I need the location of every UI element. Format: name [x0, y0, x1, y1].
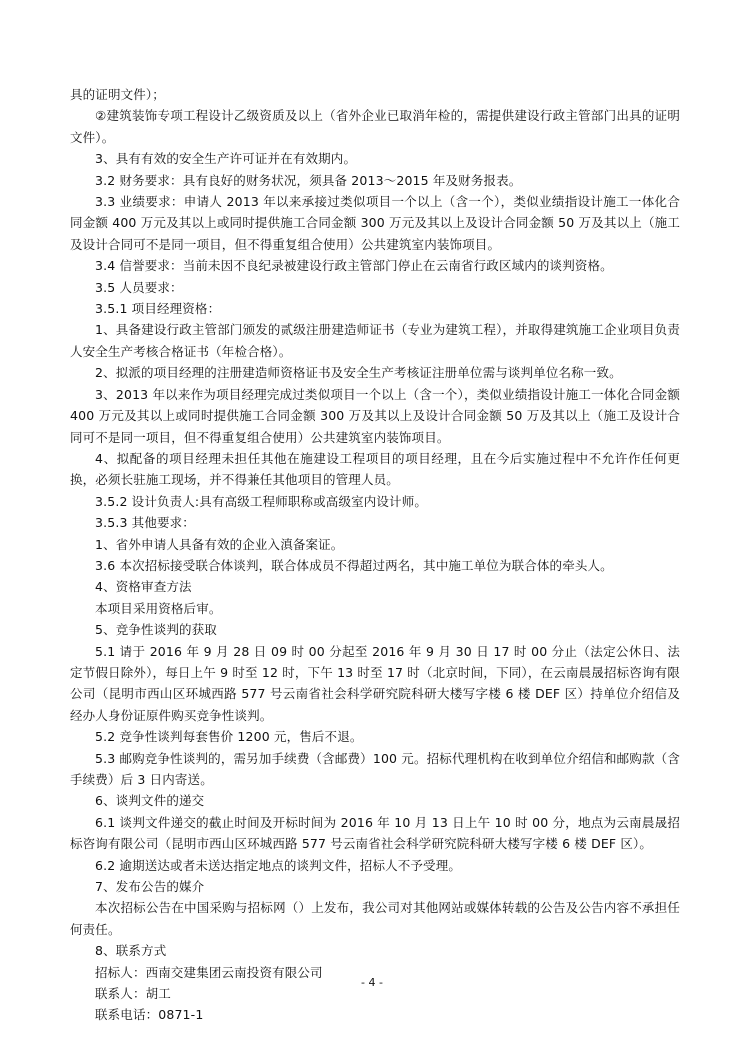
paragraph-post-review: 本项目采用资格后审。	[95, 600, 222, 616]
heading-submission: 6、谈判文件的递交	[95, 793, 205, 809]
contact-phone: 联系电话：0871-1	[95, 1007, 204, 1023]
contact-person: 联系人：胡工	[95, 986, 171, 1002]
heading-obtain-documents: 5、竞争性谈判的获取	[95, 622, 217, 638]
paragraph-media: 本次招标公告在中国采购与招标网（）上发布，我公司对其他网站或媒体转载的公告及公告内容不承担任何责任。	[70, 900, 680, 937]
contact-tenderer: 招标人：西南交建集团云南投资有限公司	[95, 964, 323, 980]
paragraph-financial-req: 3.2 财务要求：具有良好的财务状况，须具备 2013～2015 年及财务报表。	[95, 172, 522, 188]
paragraph-pm-experience: 3、2013 年以来作为项目经理完成过类似项目一个以上（含一个），类似业绩指设计施工一体化合同金额 400 万元及其以上或同时提供施工合同金额 300 万及其以上及设计合同金额 50 万及其以上（施工及设计合同可不是同一项目，但不得重复组合使用）公共建筑室内装饰项目。	[70, 386, 680, 445]
paragraph-safety-license: 3、具有有效的安全生产许可证并在有效期内。	[95, 151, 357, 167]
paragraph-design-lead: 3.5.2 设计负责人:具有高级工程师职称或高级室内设计师。	[95, 493, 427, 509]
paragraph-credit-req: 3.4 信誉要求：当前未因不良纪录被建设行政主管部门停止在云南省行政区域内的谈判资格。	[95, 258, 613, 274]
paragraph-cont-proof: 具的证明文件）；	[70, 87, 165, 102]
paragraph-pm-certificate: 1、具备建设行政主管部门颁发的贰级注册建造师证书（专业为建筑工程），并取得建筑施工企业项目负责人安全生产考核合格证书（年检合格）。	[70, 322, 680, 359]
paragraph-deadline: 6.1 谈判文件递交的截止时间及开标时间为 2016 年 10 月 13 日上午 10 时 00 分，地点为云南晨晟招标咨询有限公司（昆明市西山区环城西路 577 号云南省社会科学研究院科研大楼写字楼 6 楼 DEF 区）。	[70, 814, 680, 852]
page-number: - 4 -	[361, 976, 383, 989]
paragraph-performance-req: 3.3 业绩要求：申请人 2013 年以来承接过类似项目一个以上（含一个），类似业绩指设计施工一体化合同金额 400 万元及其以上或同时提供施工合同金额 300 万元及其以上及设计合同金额 50 万及其以上（施工及设计合同可不是同一项目，但不得重复组合使用）公共建筑室内装饰项目。	[70, 194, 680, 252]
heading-other-req: 3.5.3 其他要求：	[95, 515, 195, 531]
heading-personnel-req: 3.5 人员要求：	[95, 279, 183, 295]
heading-qualification-review: 4、资格审查方法	[95, 579, 192, 595]
paragraph-consortium: 3.6 本次招标接受联合体谈判，联合体成员不得超过两名，其中施工单位为联合体的牵头人。	[95, 557, 613, 573]
paragraph-pm-no-other-project: 4、拟配备的项目经理未担任其他在施建设工程项目的项目经理，且在今后实施过程中不允许作任何更换，必须长驻施工现场，并不得兼任其他项目的管理人员。	[70, 450, 680, 488]
paragraph-yunnan-filing: 1、省外申请人具备有效的企业入滇备案证。	[95, 536, 344, 552]
paragraph-design-qualification: ②建筑装饰专项工程设计乙级资质及以上（省外企业已取消年检的，需提供建设行政主管部门出具的证明文件）。	[70, 108, 680, 145]
paragraph-pm-registration: 2、拟派的项目经理的注册建造师资格证书及安全生产考核证注册单位需与谈判单位名称一致。	[95, 365, 622, 381]
heading-contact: 8、联系方式	[95, 943, 167, 959]
paragraph-purchase-time: 5.1 请于 2016 年 9 月 28 日 09 时 00 分起至 2016 年 9 月 30 日 17 时 00 分止（法定公休日、法定节假日除外），每日上午 9 时至 12 时，下午 13 时至 17 时（北京时间，下同），在云南晨晟招标咨询有限公司（昆明市西山区环城西路 577 号云南省社会科学研究院科研大楼写字楼 6 楼 DEF 区）持单位介绍信及经办人身份证原件购买竞争性谈判。	[70, 643, 680, 723]
heading-media: 7、发布公告的媒介	[95, 879, 205, 895]
paragraph-late-submission: 6.2 逾期送达或者未送达指定地点的谈判文件，招标人不予受理。	[95, 857, 462, 873]
document-body	[70, 84, 680, 1026]
heading-pm-qualification: 3.5.1 项目经理资格：	[95, 301, 221, 317]
paragraph-price: 5.2 竞争性谈判每套售价 1200 元，售后不退。	[95, 729, 363, 745]
paragraph-mail-order: 5.3 邮购竞争性谈判的，需另加手续费（含邮费）100 元。招标代理机构在收到单位介绍信和邮购款（含手续费）后 3 日内寄送。	[70, 750, 680, 787]
